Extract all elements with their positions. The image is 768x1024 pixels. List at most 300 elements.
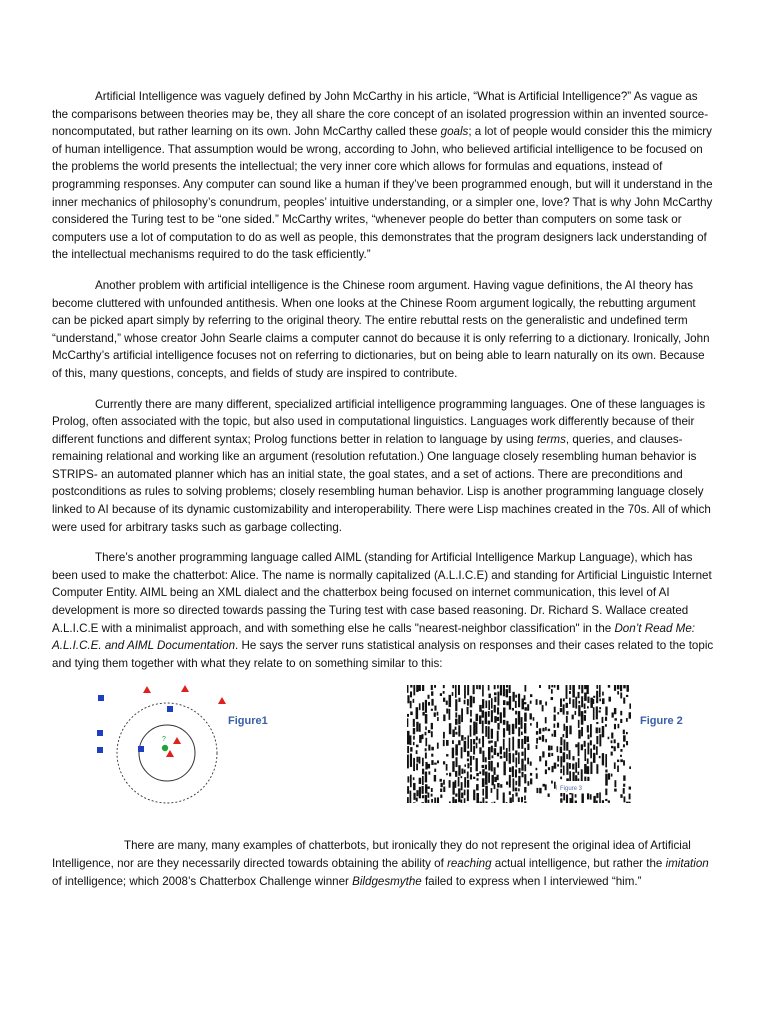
pattern-stroke — [554, 724, 556, 728]
pattern-stroke — [539, 685, 541, 688]
pattern-stroke — [524, 748, 526, 761]
pattern-stroke — [443, 698, 445, 702]
pattern-stroke — [485, 802, 487, 804]
class-triangle — [181, 685, 189, 692]
pattern-stroke — [455, 758, 457, 768]
pattern-stroke — [488, 773, 490, 783]
pattern-stroke — [413, 719, 415, 727]
pattern-stroke — [605, 725, 607, 727]
pattern-stroke — [536, 738, 538, 744]
pattern-stroke — [527, 782, 529, 787]
pattern-stroke — [578, 730, 580, 739]
pattern-stroke — [599, 756, 601, 758]
pattern-stroke — [581, 727, 583, 736]
pattern-stroke — [587, 743, 589, 755]
pattern-stroke — [410, 701, 412, 708]
pattern-stroke — [452, 730, 455, 738]
text-run: There are many, many examples of chatterbots, but ironically they do not represent the original idea of Artificial Intelligence, nor are they necessarily directed towards obtaining the ability of — [52, 839, 691, 870]
pattern-stroke — [434, 713, 436, 717]
pattern-stroke — [566, 763, 568, 775]
pattern-stroke — [599, 711, 601, 713]
pattern-stroke — [521, 759, 523, 771]
pattern-stroke — [554, 763, 557, 769]
pattern-stroke — [416, 745, 419, 748]
pattern-stroke — [407, 797, 409, 803]
pattern-stroke — [560, 737, 562, 745]
pattern-stroke — [596, 736, 598, 744]
pattern-stroke — [566, 685, 568, 699]
pattern-stroke — [410, 736, 412, 746]
pattern-stroke — [446, 764, 448, 771]
pattern-stroke — [455, 719, 458, 725]
pattern-stroke — [551, 697, 553, 700]
closing-paragraph — [52, 837, 714, 890]
pattern-stroke — [611, 774, 613, 777]
pattern-stroke — [533, 718, 535, 722]
pattern-stroke — [437, 743, 439, 749]
pattern-stroke — [548, 753, 550, 757]
pattern-stroke — [440, 694, 442, 697]
pattern-stroke — [482, 765, 484, 768]
pattern-stroke — [497, 789, 499, 800]
knn-figure — [92, 685, 242, 807]
pattern-stroke — [482, 770, 484, 776]
text-run: failed to express when I interviewed “him.” — [421, 874, 642, 888]
pattern-stroke — [566, 726, 568, 738]
pattern-stroke — [413, 728, 415, 734]
pattern-stroke — [416, 751, 418, 755]
pattern-stroke — [572, 756, 574, 760]
pattern-stroke — [614, 789, 617, 792]
pattern-stroke — [491, 746, 493, 753]
pattern-stroke — [620, 693, 622, 699]
text-run: . He says the server runs statistical analysis on responses and their cases related to the topic and tying them together with what they relate to on something similar to this: — [52, 639, 714, 670]
pattern-stroke — [614, 781, 616, 788]
pattern-stroke — [479, 739, 481, 744]
pattern-stroke — [470, 710, 472, 717]
pattern-stroke — [557, 712, 559, 714]
pattern-stroke — [515, 770, 517, 778]
pattern-stroke — [563, 766, 565, 776]
pattern-stroke — [458, 741, 460, 746]
pattern-stroke — [563, 699, 565, 702]
text-run: actual intelligence, but rather the — [491, 857, 666, 870]
pattern-stroke — [464, 778, 466, 788]
pattern-stroke — [518, 711, 520, 725]
pattern-stroke — [524, 802, 526, 804]
essay-body — [52, 88, 714, 903]
pattern-stroke — [476, 723, 478, 735]
pattern-stroke — [521, 732, 523, 735]
pattern-stroke — [581, 712, 584, 726]
pattern-stroke — [512, 754, 514, 763]
pattern-stroke — [578, 692, 580, 698]
pattern-stroke — [530, 714, 532, 720]
pattern-stroke — [602, 699, 605, 705]
class-square — [138, 746, 144, 752]
pattern-stroke — [512, 724, 515, 734]
pattern-stroke — [584, 685, 587, 689]
pattern-stroke — [410, 748, 412, 753]
pattern-stroke — [425, 700, 427, 713]
pattern-stroke — [524, 685, 526, 692]
pattern-stroke — [593, 696, 595, 698]
pattern-stroke — [431, 754, 433, 757]
pattern-stroke — [560, 747, 562, 753]
pattern-stroke — [587, 759, 589, 764]
pattern-stroke — [536, 731, 538, 735]
pattern-stroke — [431, 699, 433, 706]
pattern-stroke — [437, 798, 439, 804]
pattern-stroke — [614, 685, 616, 691]
pattern-stroke — [548, 746, 551, 751]
pattern-stroke — [518, 776, 520, 787]
pattern-stroke — [581, 697, 583, 708]
pattern-stroke — [629, 802, 631, 803]
pattern-stroke — [605, 770, 607, 773]
pattern-stroke — [467, 700, 469, 706]
pattern-stroke — [464, 741, 467, 752]
pattern-stroke — [551, 734, 553, 737]
pattern-stroke — [539, 701, 541, 705]
pattern-stroke — [458, 685, 460, 695]
pattern-stroke — [449, 709, 451, 720]
pattern-stroke — [470, 696, 473, 708]
pattern-stroke — [500, 747, 502, 755]
pattern-stroke — [515, 751, 517, 756]
pattern-stroke — [560, 799, 562, 803]
query-point — [162, 745, 168, 751]
class-triangle — [166, 750, 174, 757]
pattern-stroke — [467, 759, 469, 762]
pattern-stroke — [515, 793, 517, 797]
pattern-stroke — [491, 788, 493, 793]
pattern-stroke — [566, 716, 568, 723]
pattern-stroke — [587, 685, 589, 694]
pattern-stroke — [476, 793, 479, 803]
pattern-stroke — [554, 730, 556, 737]
pattern-stroke — [407, 696, 409, 704]
pattern-stroke — [614, 763, 616, 770]
pattern-stroke — [476, 779, 478, 782]
pattern-stroke — [500, 785, 502, 789]
pattern-stroke — [488, 721, 490, 725]
pattern-stroke — [614, 747, 616, 752]
pattern-stroke — [584, 711, 586, 714]
pattern-stroke — [512, 708, 514, 711]
pattern-stroke — [422, 735, 424, 740]
pattern-stroke — [494, 685, 496, 689]
pattern-stroke — [425, 727, 427, 731]
pattern-stroke — [518, 739, 520, 749]
pattern-stroke — [608, 697, 610, 702]
pattern-stroke — [494, 768, 496, 776]
pattern-stroke — [545, 785, 547, 791]
pattern-stroke — [416, 708, 419, 720]
pattern-stroke — [434, 798, 436, 803]
pattern-stroke — [575, 697, 577, 709]
pattern-stroke — [467, 751, 469, 757]
pattern-stroke — [593, 745, 595, 750]
pattern-stroke — [416, 798, 418, 802]
pattern-stroke — [554, 707, 556, 713]
pattern-stroke — [458, 715, 460, 724]
pattern-stroke — [410, 692, 412, 698]
pattern-stroke — [599, 708, 601, 710]
pattern-stroke — [536, 768, 538, 770]
pattern-stroke — [551, 781, 553, 784]
pattern-stroke — [575, 745, 577, 748]
pattern-stroke — [605, 707, 607, 716]
pattern-stroke — [608, 774, 610, 780]
pattern-stroke — [488, 694, 490, 698]
pattern-stroke — [575, 795, 577, 798]
pattern-stroke — [482, 798, 484, 804]
pattern-stroke — [521, 739, 523, 749]
pattern-stroke — [485, 726, 487, 737]
pattern-stroke — [422, 685, 424, 691]
pattern-stroke — [629, 794, 631, 800]
pattern-stroke — [614, 724, 616, 729]
pattern-stroke — [494, 697, 496, 703]
pattern-stroke — [602, 801, 604, 804]
pattern-stroke — [542, 706, 544, 712]
italic-text: imitation — [665, 857, 709, 870]
pattern-stroke — [428, 695, 430, 699]
class-triangle — [143, 686, 151, 693]
pattern-stroke — [461, 776, 463, 778]
pattern-stroke — [590, 795, 592, 800]
pattern-stroke — [422, 758, 424, 766]
pattern-stroke — [434, 769, 436, 772]
pattern-stroke — [524, 708, 526, 712]
pattern-stroke — [596, 728, 598, 734]
pattern-stroke — [473, 739, 475, 744]
pattern-stroke — [488, 741, 490, 744]
pattern-stroke — [425, 753, 427, 759]
pattern-stroke — [473, 685, 475, 694]
pattern-stroke — [536, 745, 538, 749]
italic-text: goals — [440, 125, 469, 139]
pattern-stroke — [461, 769, 463, 774]
pattern-stroke — [431, 732, 433, 738]
paragraph-1 — [52, 88, 714, 264]
pattern-stroke — [452, 797, 454, 803]
class-square — [167, 706, 173, 712]
pattern-stroke — [527, 744, 529, 750]
text-run: ; a lot of people would consider this the mimicry of human intelligence. That assumption would be wrong, according to John, who believed artificial intelligence to be focused on the problems the world presents the intellectual; the very inner core which allows for formulas and equations, instead of programming responses. Any computer can sound like a human if they’ve been programmed enough, but will it understand in the inner mechanics of philosophy’s conundrum, peoples’ intuitive understanding, or a simpler one, love? That is why John McCarthy considered the Turing test to be “one sided.” McCarthy writes, “whenever people do better than computers on some task or computers use a lot of computation to do as well as people, this demonstrates that the program designers lack understanding of the intellectual mechanisms required to do the task efficiently.” — [52, 125, 713, 262]
pattern-stroke — [464, 685, 466, 699]
pattern-stroke — [560, 769, 562, 773]
pattern-stroke — [584, 764, 586, 774]
class-triangle — [173, 737, 181, 744]
pattern-stroke — [623, 745, 625, 748]
pattern-stroke — [452, 748, 454, 759]
pattern-stroke — [578, 706, 580, 717]
pattern-stroke — [413, 742, 415, 745]
pattern-stroke — [455, 771, 457, 777]
pattern-stroke — [470, 725, 472, 737]
pattern-stroke — [443, 732, 445, 739]
pattern-stroke — [515, 711, 517, 715]
pattern-stroke — [566, 755, 568, 760]
pattern-stroke — [455, 781, 457, 789]
pattern-stroke — [476, 714, 479, 721]
pattern-stroke — [464, 765, 466, 767]
pattern-stroke — [545, 739, 547, 742]
text-run: of intelligence; which 2008’s Chatterbox Challenge winner — [52, 874, 353, 888]
pattern-stroke — [497, 775, 499, 780]
pattern-stroke — [545, 770, 547, 775]
pattern-stroke — [494, 785, 496, 790]
pattern-stroke — [491, 699, 493, 709]
pattern-stroke — [539, 788, 541, 794]
pattern-stroke — [617, 760, 619, 762]
pattern-stroke — [476, 737, 478, 741]
pattern-stroke — [536, 700, 538, 706]
pattern-stroke — [605, 717, 607, 721]
pattern-stroke — [560, 708, 562, 712]
pattern-stroke — [560, 757, 562, 768]
pattern-stroke — [569, 691, 571, 694]
pattern-stroke — [551, 689, 553, 694]
pattern-stroke — [566, 703, 568, 708]
pattern-stroke — [482, 779, 485, 788]
paragraph-3 — [52, 396, 714, 537]
outer-dashed-circle — [117, 703, 217, 803]
pattern-stroke — [626, 685, 628, 692]
pattern-stroke — [467, 780, 469, 788]
pattern-stroke — [518, 753, 520, 765]
pattern-stroke — [479, 772, 481, 775]
pattern-stroke — [518, 694, 520, 708]
pattern-stroke — [536, 774, 538, 779]
pattern-stroke — [422, 712, 424, 716]
pattern-stroke — [605, 789, 607, 796]
pattern-stroke — [467, 790, 469, 802]
pattern-stroke — [572, 700, 574, 709]
italic-text: reaching — [447, 857, 492, 870]
paragraph-2 — [52, 277, 714, 383]
pattern-stroke — [455, 685, 457, 698]
pattern-stroke — [449, 695, 452, 707]
pattern-stroke — [596, 765, 598, 775]
pattern-stroke — [521, 752, 523, 756]
pattern-stroke — [617, 692, 619, 695]
pattern-stroke — [455, 700, 457, 712]
pattern-stroke — [605, 774, 608, 786]
pattern-stroke — [629, 787, 631, 790]
pattern-stroke — [482, 751, 484, 762]
pattern-stroke — [434, 706, 436, 711]
pattern-stroke — [563, 734, 565, 737]
pattern-stroke — [524, 765, 526, 772]
pattern-stroke — [617, 685, 620, 689]
pattern-stroke — [467, 772, 469, 779]
pattern-stroke — [623, 784, 625, 787]
pattern-stroke — [530, 762, 532, 766]
pattern-stroke — [548, 729, 550, 731]
pattern-stroke — [620, 795, 622, 799]
pattern-stroke — [494, 749, 497, 756]
pattern-stroke — [509, 768, 511, 773]
pattern-stroke — [515, 701, 517, 708]
pattern-stroke — [611, 713, 613, 718]
pattern-stroke — [596, 707, 598, 720]
pattern-stroke — [608, 801, 610, 803]
pattern-stroke — [443, 740, 445, 746]
pattern-stroke — [449, 773, 451, 777]
pattern-stroke — [506, 748, 508, 761]
pattern-stroke — [473, 697, 475, 703]
pattern-stroke — [443, 780, 445, 785]
pattern-stroke — [497, 717, 500, 721]
pattern-stroke — [566, 795, 568, 804]
pattern-stroke — [551, 746, 553, 750]
pattern-stroke — [521, 797, 523, 802]
pattern-stroke — [422, 769, 424, 775]
pattern-stroke — [425, 762, 427, 770]
pattern-stroke — [428, 793, 430, 798]
pattern-stroke — [626, 718, 628, 722]
pattern-stroke — [584, 741, 586, 747]
pattern-stroke — [482, 700, 484, 709]
pattern-stroke — [428, 745, 430, 751]
pattern-stroke — [506, 702, 509, 706]
pattern-stroke — [620, 711, 622, 716]
pattern-stroke — [488, 711, 490, 717]
pattern-stroke — [407, 731, 409, 745]
pattern-stroke — [485, 765, 487, 770]
pattern-stroke — [515, 758, 517, 768]
pattern-stroke — [506, 685, 508, 688]
pattern-stroke — [557, 747, 559, 753]
pattern-stroke — [584, 749, 586, 761]
class-square — [98, 695, 104, 701]
pattern-stroke — [491, 741, 493, 743]
pattern-stroke — [476, 785, 479, 791]
pattern-stroke — [413, 778, 415, 781]
pattern-stroke — [425, 795, 427, 803]
pattern-stroke — [434, 775, 436, 782]
pattern-stroke — [413, 803, 416, 804]
pattern-stroke — [431, 761, 433, 766]
pattern-stroke — [416, 764, 418, 771]
pattern-stroke — [515, 788, 517, 792]
pattern-stroke — [425, 749, 427, 752]
pattern-stroke — [623, 776, 625, 781]
pattern-stroke — [425, 714, 428, 724]
pattern-stroke — [524, 723, 526, 733]
pattern-stroke — [623, 761, 625, 766]
pattern-stroke — [596, 801, 598, 803]
pattern-stroke — [611, 733, 613, 739]
pattern-stroke — [536, 722, 538, 728]
pattern-stroke — [587, 726, 589, 733]
pattern-stroke — [449, 724, 451, 735]
pattern-stroke — [413, 758, 415, 771]
pattern-stroke — [593, 699, 595, 704]
pattern-stroke — [494, 716, 496, 723]
pattern-stroke — [584, 704, 586, 710]
pattern-stroke — [419, 757, 421, 764]
pattern-stroke — [578, 685, 580, 689]
pattern-stroke — [443, 762, 445, 765]
pattern-stroke — [578, 701, 580, 704]
pattern-stroke — [476, 743, 478, 749]
pattern-stroke — [407, 746, 409, 753]
query-mark: ? — [162, 736, 166, 744]
